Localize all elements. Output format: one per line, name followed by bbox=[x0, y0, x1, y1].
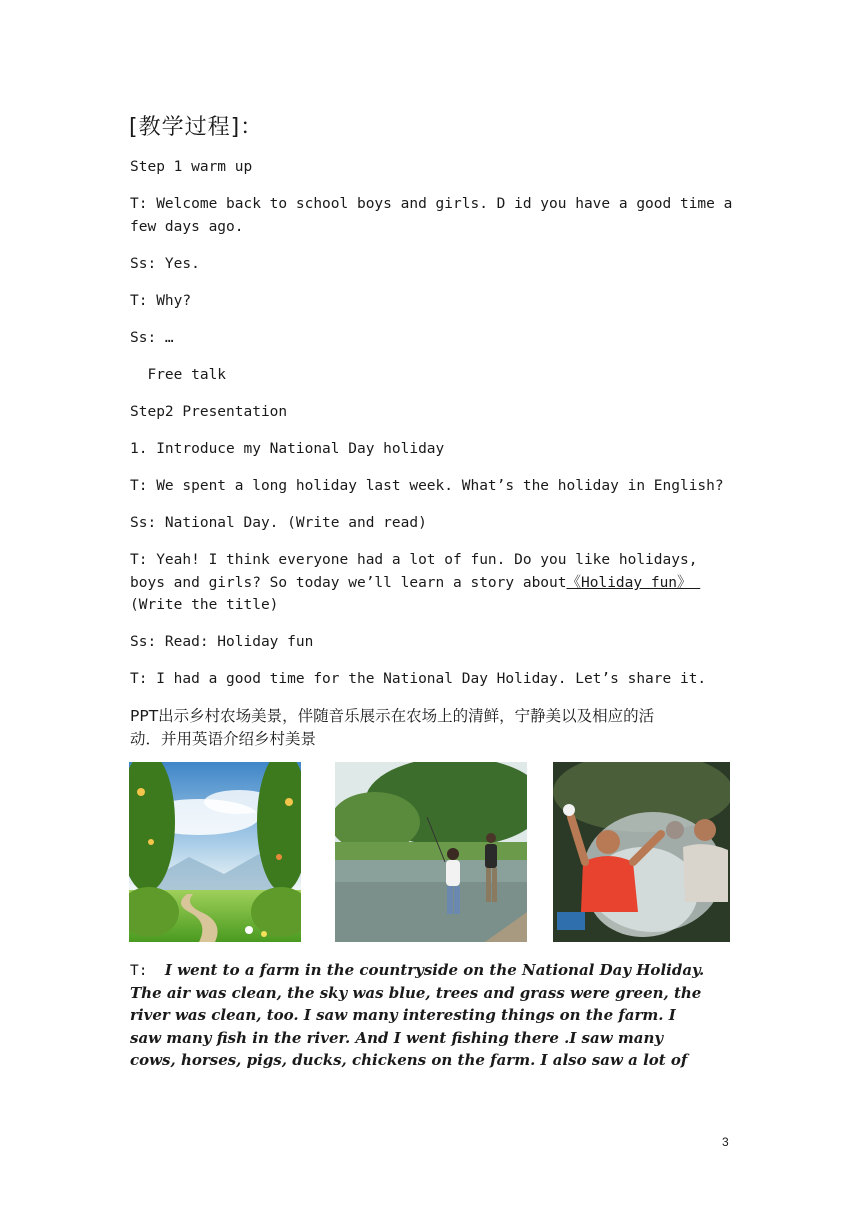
section-heading: [教学过程]： bbox=[129, 115, 264, 140]
dialogue-line: Ss: … bbox=[130, 330, 174, 346]
fishing-image bbox=[335, 762, 527, 942]
teacher-speech-line: cows, horses, pigs, ducks, chickens on the farm. I also saw a lot of bbox=[130, 1051, 688, 1069]
list-item: 1. Introduce my National Day holiday bbox=[130, 441, 445, 457]
step2-title: Step2 Presentation bbox=[130, 404, 288, 420]
dialogue-line: T: I had a good time for the National Day Holiday. Let’s share it. bbox=[130, 671, 707, 687]
free-talk-line: Free talk bbox=[130, 367, 227, 383]
chinese-instruction: 动．并用英语介绍乡村美景 bbox=[130, 730, 317, 748]
teacher-speech-line: The air was clean, the sky was blue, trees and grass were green, the bbox=[130, 984, 702, 1002]
chinese-instruction: PPT出示乡村农场美景，伴随音乐展示在农场上的清鲜，宁静美以及相应的活 bbox=[130, 707, 655, 725]
dialogue-line: (Write the title) bbox=[130, 597, 279, 613]
teacher-speech-line: saw many fish in the river. And I went fishing there .I saw many bbox=[130, 1029, 664, 1047]
splash-image bbox=[553, 762, 730, 942]
dialogue-line: T: Welcome back to school boys and girls. D id you have a good time a bbox=[130, 196, 733, 212]
teacher-speech-line: river was clean, too. I saw many interesting things on the farm. I bbox=[130, 1006, 676, 1024]
dialogue-line: few days ago. bbox=[130, 219, 244, 235]
story-title: 《Holiday fun》 bbox=[566, 575, 701, 591]
page-number: 3 bbox=[722, 1135, 729, 1149]
dialogue-line: T: Why? bbox=[130, 293, 192, 309]
speaker-label: T: bbox=[130, 963, 165, 979]
dialogue-line bbox=[130, 572, 700, 595]
dialogue-line: Ss: National Day. (Write and read) bbox=[130, 515, 427, 531]
countryside-image bbox=[129, 762, 301, 942]
step1-title: Step 1 warm up bbox=[130, 159, 253, 175]
speech-text: I went to a farm in the countryside on the National Day Holiday. bbox=[164, 961, 705, 979]
dialogue-line: Ss: Read: Holiday fun bbox=[130, 634, 314, 650]
dialogue-line: T: Yeah! I think everyone had a lot of fun. Do you like holidays, bbox=[130, 552, 698, 568]
dialogue-text: boys and girls? So today we’ll learn a story about bbox=[130, 575, 567, 591]
dialogue-line: Ss: Yes. bbox=[130, 256, 200, 272]
teacher-speech-line bbox=[130, 959, 704, 983]
dialogue-line: T: We spent a long holiday last week. What’s the holiday in English? bbox=[130, 478, 724, 494]
